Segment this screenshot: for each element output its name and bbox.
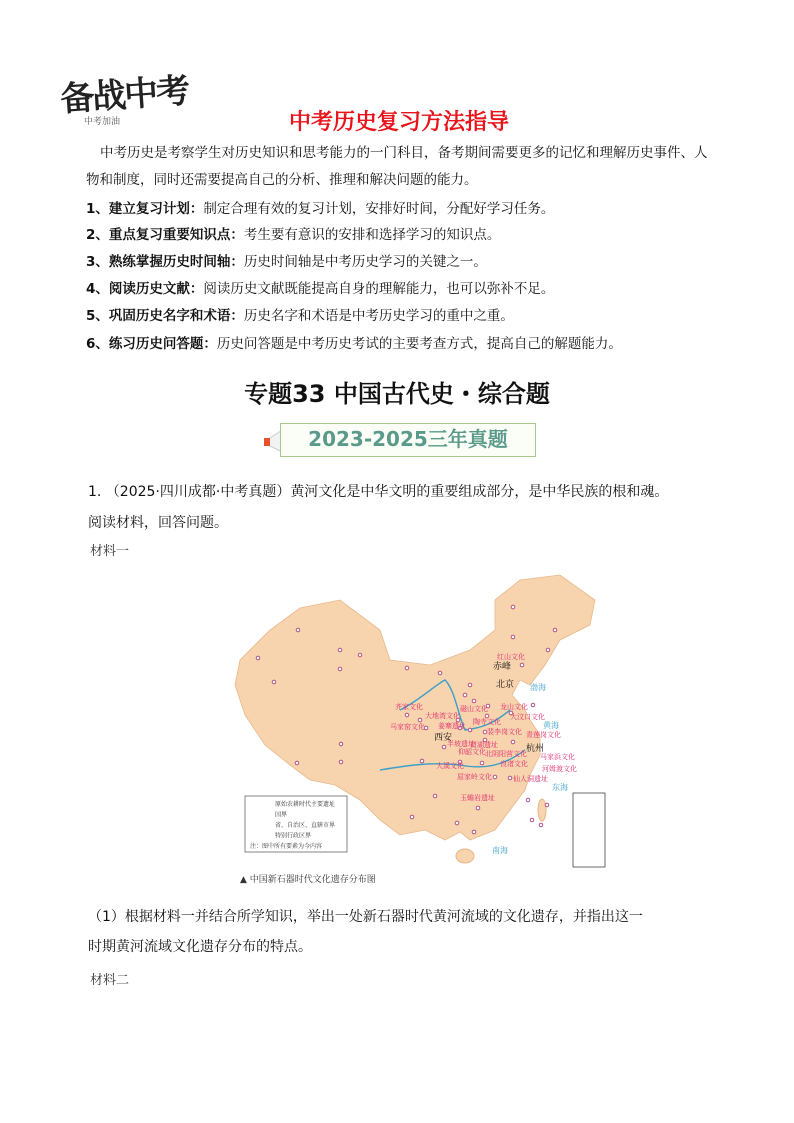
site-dot (493, 775, 497, 779)
map-caption: ▲ 中国新石器时代文化遗存分布图 (240, 875, 376, 885)
sea-label: 东海 (552, 783, 568, 792)
tip-item (86, 304, 514, 324)
neolithic-sites-map (230, 570, 610, 890)
tip-num: 6、 (86, 336, 109, 352)
site-dot (295, 761, 299, 765)
site-dot (546, 648, 550, 652)
legend-entry: 省、自治区、直辖市界 (275, 822, 336, 829)
site-dot (511, 635, 515, 639)
site-label: 姜寨遗址 (438, 722, 466, 730)
site-label: 大地湾文化 (425, 712, 460, 720)
site-dot (338, 667, 342, 671)
site-dot (539, 823, 543, 827)
site-dot (410, 815, 414, 819)
page-title-text: 中考历史复习方法指导 (288, 110, 509, 135)
site-dot (418, 718, 422, 722)
page-title (0, 105, 794, 136)
sea-label: 黄海 (543, 721, 559, 730)
site-dot (338, 648, 342, 652)
sub-question-1-line1: （1）根据材料一并结合所学知识，举出一处新石器时代黄河流域的文化遗存，并指出这一 (88, 909, 643, 925)
site-dot (511, 605, 515, 609)
site-dot (472, 699, 476, 703)
tip-title: 建立复习计划： (108, 201, 204, 217)
tip-text: 历史问答题是中考历史考试的主要考查方式，提高自己的解题能力。 (216, 336, 622, 352)
site-dot (272, 680, 276, 684)
intro-paragraph: 中考历史是考察学生对历史知识和思考能力的一门科目，备考期间需要更多的记忆和理解历史事件、人物和制度，同时还需要提高自己的分析、推理和解决问题的能力。 (86, 145, 708, 188)
site-dot (405, 666, 409, 670)
site-dot (530, 818, 534, 822)
logo-subtext: 中考加油 (84, 117, 121, 127)
site-label: 马家窑文化 (390, 723, 425, 731)
site-dot (405, 713, 409, 717)
tip-title: 熟练掌握历史时间轴： (108, 254, 244, 270)
tip-item (86, 197, 554, 217)
site-label: 仰韶文化 (458, 748, 486, 756)
site-dot (339, 760, 343, 764)
logo-text: 备战中考 (59, 70, 190, 120)
legend-entry: 特别行政区界 (275, 832, 312, 840)
site-dot (296, 628, 300, 632)
site-label: 玉蟾岩遗址 (460, 794, 495, 802)
site-label: 红山文化 (497, 653, 525, 661)
hainan-island (456, 849, 474, 863)
site-dot (358, 653, 362, 657)
badge-three-year-exams: 2023-2025三年真题 (280, 423, 536, 457)
city-label: 赤峰 (493, 662, 512, 672)
site-label: 屈家岭文化 (457, 773, 492, 781)
tip-text: 历史时间轴是中考历史学习的关键之一。 (243, 254, 487, 270)
sea-label: 渤海 (530, 683, 546, 692)
legend-entry: 注：图中所有要素为今内容 (250, 843, 323, 850)
tip-title: 练习历史问答题： (108, 336, 217, 352)
tip-num: 1、 (86, 201, 109, 217)
site-label: 马家浜文化 (540, 753, 575, 761)
taiwan-island (538, 799, 546, 821)
city-label: 杭州 (526, 744, 545, 754)
legend-entry: 国界 (275, 811, 288, 819)
site-dot (526, 798, 530, 802)
site-label: 青莲岗文化 (526, 731, 561, 739)
tip-title: 阅读历史文献： (108, 281, 204, 297)
site-dot (468, 683, 472, 687)
site-dot (442, 745, 446, 749)
material-2-label: 材料二 (90, 973, 130, 988)
site-label: 磁山文化 (460, 705, 488, 713)
sea-label: 南海 (492, 846, 508, 855)
tip-num: 4、 (86, 281, 109, 297)
site-dot (455, 821, 459, 825)
site-dot (472, 830, 476, 834)
tip-item (86, 250, 487, 270)
site-dot (433, 794, 437, 798)
site-label: 陶寺文化 (473, 718, 501, 726)
site-label: 良渚文化 (500, 760, 528, 768)
tip-text: 制定合理有效的复习计划，安排好时间，分配好学习任务。 (203, 201, 555, 217)
city-label: 北京 (496, 680, 515, 690)
site-dot (511, 740, 515, 744)
question-1-line1: 1. （2025·四川成都·中考真题）黄河文化是中华文明的重要组成部分，是中华民族的根和魂。 (88, 484, 669, 500)
site-label: 贾湖遗址 (470, 741, 498, 749)
tip-title: 重点复习重要知识点： (108, 227, 244, 243)
site-label: 龙山文化 (500, 703, 528, 711)
site-dot (420, 759, 424, 763)
city-label: 西安 (434, 733, 453, 743)
question-1-line2: 阅读材料，回答问题。 (88, 515, 228, 531)
site-dot (463, 693, 467, 697)
tip-title: 巩固历史名字和术语： (108, 308, 244, 324)
tip-text: 考生要有意识的安排和选择学习的知识点。 (243, 227, 501, 243)
site-dot (339, 742, 343, 746)
site-label: 大溪文化 (436, 762, 464, 770)
site-label: 齐家文化 (395, 703, 423, 711)
material-1-label: 材料一 (90, 544, 130, 559)
site-dot (256, 656, 260, 660)
site-label: 裴李岗文化 (487, 728, 522, 736)
site-dot (476, 806, 480, 810)
site-dot (468, 728, 472, 732)
site-dot (553, 628, 557, 632)
site-label: 仙人洞遗址 (513, 775, 548, 783)
tip-num: 2、 (86, 227, 109, 243)
legend-entry: 原始农耕时代主要遗址 (275, 801, 336, 808)
site-label: 北阴阳营文化 (485, 750, 527, 758)
site-label: 大汶口文化 (510, 713, 545, 721)
tip-num: 5、 (86, 308, 109, 324)
site-dot (508, 776, 512, 780)
tip-text: 阅读历史文献既能提高自身的理解能力，也可以弥补不足。 (203, 281, 555, 297)
site-label: 河姆渡文化 (542, 765, 577, 773)
south-sea-inset (573, 793, 605, 867)
tip-num: 3、 (86, 254, 109, 270)
site-dot (438, 671, 442, 675)
tip-item (86, 277, 554, 297)
tip-item (86, 223, 500, 243)
site-dot (520, 663, 524, 667)
sub-question-1-line2: 时期黄河流域文化遗存分布的特点。 (88, 939, 312, 955)
site-dot (531, 703, 535, 707)
site-label: 半坡遗址 (447, 740, 475, 748)
site-dot (545, 803, 549, 807)
site-dot (480, 761, 484, 765)
tip-item (86, 332, 622, 352)
tip-text: 历史名字和术语是中考历史学习的重中之重。 (243, 308, 514, 324)
section-title: 专题33 中国古代史・综合题 (244, 380, 550, 408)
